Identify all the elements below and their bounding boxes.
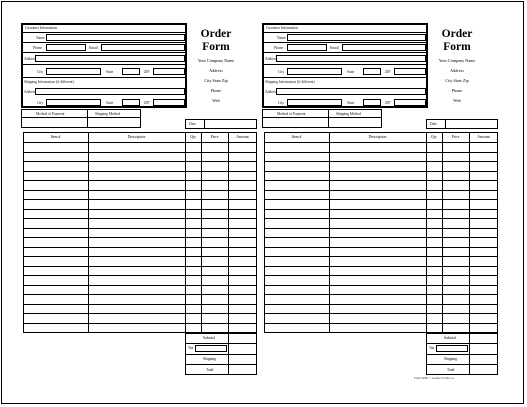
customer-info-heading: Customer Information (266, 26, 299, 30)
shipping-method-label: Shipping Method (95, 112, 121, 116)
tax-rate-field[interactable] (195, 345, 227, 352)
order-form-left (0, 0, 260, 407)
state-label: State (347, 70, 355, 74)
col-item-header: Item # (291, 135, 302, 139)
ship-state-label: State (347, 101, 355, 105)
shipping-method-label: Shipping Method (336, 112, 362, 116)
shipping-label: Shipping (203, 357, 216, 361)
name-field[interactable] (46, 34, 185, 41)
tax-label: Tax (188, 346, 194, 350)
ship-state-field[interactable] (122, 99, 140, 106)
company-city: City State Zip (445, 78, 469, 83)
order-title-line2: Form (443, 41, 471, 53)
total-label: Total (447, 368, 455, 372)
col-amount-header: Amount (477, 135, 490, 139)
col-description-header: Description (127, 135, 146, 139)
order-title-line1: Order (200, 28, 232, 40)
state-field[interactable] (363, 68, 381, 75)
method-of-payment-label: Method of Payment (277, 112, 306, 116)
subtotal-label: Subtotal (444, 336, 456, 340)
shipping-info-heading: Shipping Information (if different) (265, 80, 315, 84)
phone-field[interactable] (46, 44, 86, 51)
footer-note: Form 0000 © Gentle Forms Co. (414, 376, 455, 380)
zip-field[interactable] (394, 68, 426, 75)
order-form-right (241, 0, 501, 407)
items-table (264, 132, 498, 333)
company-name: Your Company Name (438, 58, 476, 63)
company-web: Web (212, 98, 220, 103)
ship-address-label: Address (265, 90, 277, 94)
col-description-header: Description (368, 135, 387, 139)
company-city: City State Zip (204, 78, 228, 83)
shipping-method-field[interactable] (88, 118, 140, 127)
ship-address-field[interactable] (35, 88, 185, 95)
col-price-header: Price (451, 135, 460, 139)
address-label: Address (24, 57, 36, 61)
ship-zip-label: ZIP (385, 101, 391, 105)
items-table (23, 132, 257, 333)
email-field[interactable] (342, 44, 426, 51)
company-phone: Phone (210, 88, 222, 93)
ship-city-field[interactable] (287, 99, 342, 106)
tax-label: Tax (429, 346, 435, 350)
total-label: Total (206, 368, 214, 372)
col-amount-header: Amount (236, 135, 249, 139)
payment-method-field[interactable] (22, 118, 87, 127)
ship-city-label: City (37, 101, 44, 105)
shipping-method-field[interactable] (329, 118, 381, 127)
col-price-header: Price (210, 135, 219, 139)
company-web: Web (453, 98, 461, 103)
col-qty-header: Qty (431, 135, 437, 139)
col-item-header: Item # (50, 135, 61, 139)
zip-field[interactable] (153, 68, 185, 75)
city-label: City (37, 70, 44, 74)
company-address: Address (450, 68, 464, 73)
state-field[interactable] (122, 68, 140, 75)
state-label: State (106, 70, 114, 74)
address-field[interactable] (35, 55, 185, 62)
company-name: Your Company Name (197, 58, 235, 63)
ship-address-label: Address (24, 90, 36, 94)
email-label: Email (330, 46, 339, 50)
email-label: Email (89, 46, 98, 50)
ship-zip-field[interactable] (394, 99, 426, 106)
ship-zip-label: ZIP (144, 101, 150, 105)
address-label: Address (265, 57, 277, 61)
city-label: City (278, 70, 285, 74)
email-field[interactable] (101, 44, 185, 51)
ship-state-field[interactable] (363, 99, 381, 106)
tax-rate-field[interactable] (436, 345, 468, 352)
shipping-info-heading: Shipping Information (if different) (24, 80, 74, 84)
city-field[interactable] (46, 68, 101, 75)
order-title-line1: Order (441, 28, 473, 40)
name-label: Name (36, 36, 45, 40)
zip-label: ZIP (144, 70, 150, 74)
ship-city-label: City (278, 101, 285, 105)
ship-zip-field[interactable] (153, 99, 185, 106)
address-field[interactable] (276, 55, 426, 62)
subtotal-label: Subtotal (203, 336, 215, 340)
name-field[interactable] (287, 34, 426, 41)
date-field[interactable] (446, 120, 497, 128)
ship-state-label: State (106, 101, 114, 105)
company-phone: Phone (451, 88, 463, 93)
ship-city-field[interactable] (46, 99, 101, 106)
name-label: Name (277, 36, 286, 40)
shipping-label: Shipping (444, 357, 457, 361)
zip-label: ZIP (385, 70, 391, 74)
payment-method-field[interactable] (263, 118, 328, 127)
customer-info-heading: Customer Information (25, 26, 58, 30)
date-label: Date (430, 122, 437, 126)
col-qty-header: Qty (190, 135, 196, 139)
date-label: Date (189, 122, 196, 126)
phone-label: Phone (274, 46, 283, 50)
company-address: Address (209, 68, 223, 73)
method-of-payment-label: Method of Payment (36, 112, 65, 116)
phone-label: Phone (33, 46, 42, 50)
ship-address-field[interactable] (276, 88, 426, 95)
phone-field[interactable] (287, 44, 327, 51)
order-title-line2: Form (202, 41, 230, 53)
city-field[interactable] (287, 68, 342, 75)
